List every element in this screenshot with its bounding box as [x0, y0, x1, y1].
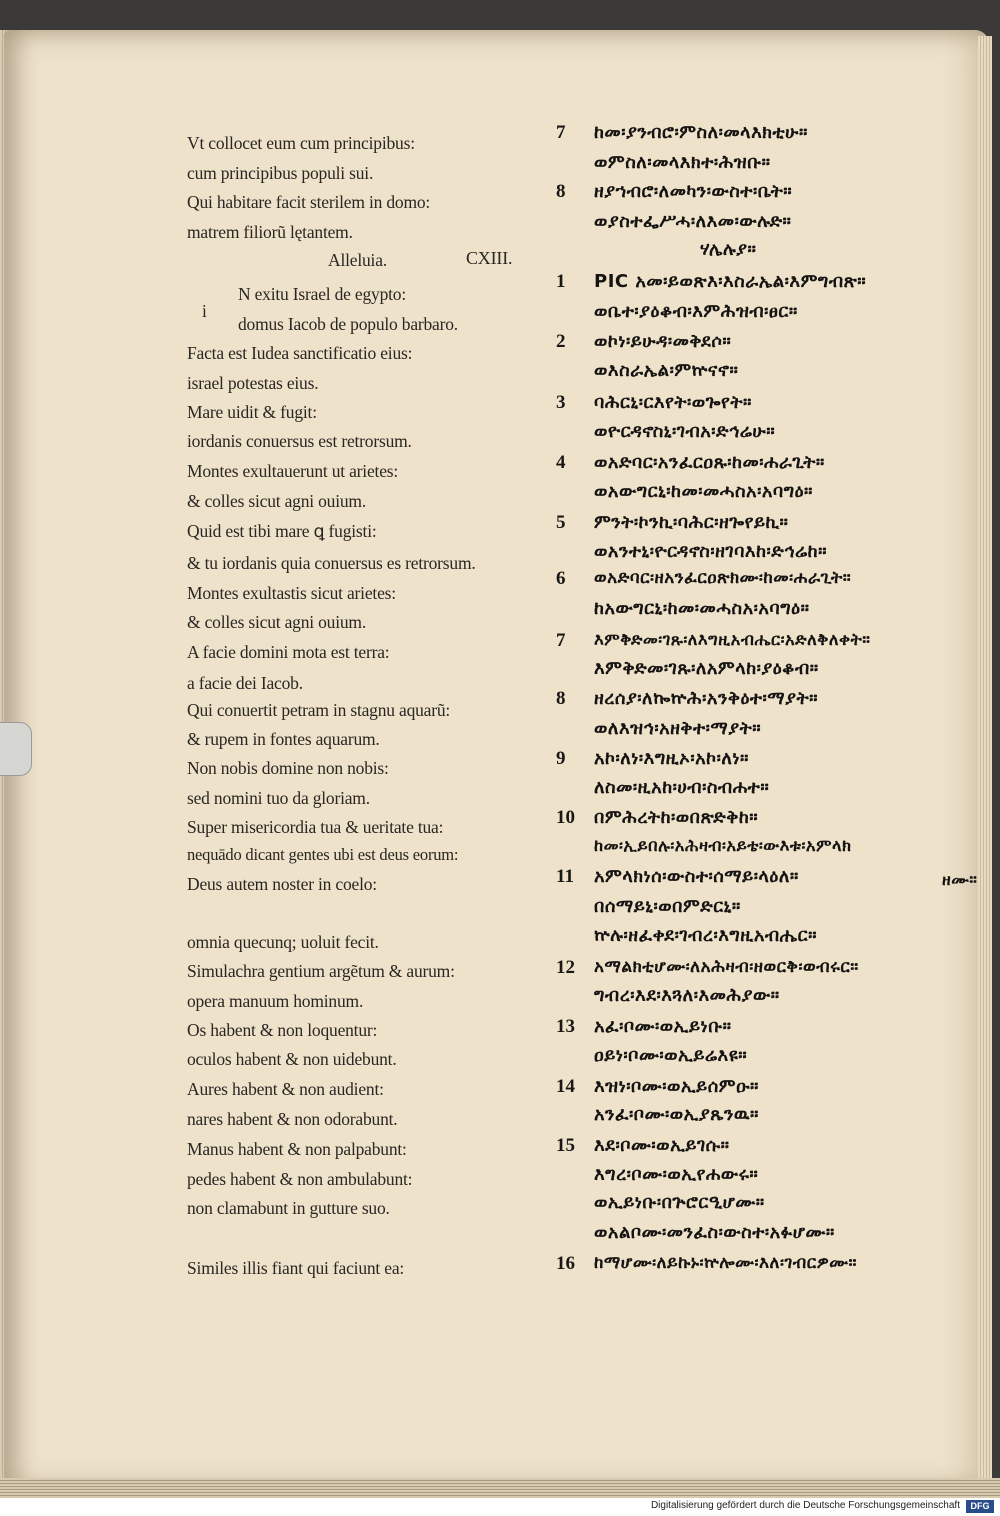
ethiopic-line: ወአልቦሙ፡መንፈስ፡ውስተ፡አፉሆሙ። — [594, 1222, 835, 1243]
latin-line: iordanis conuersus est retrorsum. — [187, 431, 412, 451]
ethiopic-line: በምሕረትከ፡ወበጽድቅከ። — [594, 807, 759, 828]
latin-line: Manus habent & non palpabunt: — [187, 1139, 407, 1159]
latin-line: nares habent & non odorabunt. — [187, 1109, 398, 1129]
ethiopic-line: ከመ፡ኢይበሉ፡አሕዛብ፡አይቴ፡ውእቱ፡አምላክ — [594, 836, 852, 855]
verse-number: 2 — [556, 331, 566, 352]
ethiopic-line: ወአንተኒ፡ዮርዳኖስ፡ዘገባእከ፡ድኅሬከ። — [594, 541, 828, 562]
latin-line: Super misericordia tua & ueritate tua: — [187, 817, 444, 837]
latin-line: N exitu Israel de egypto: — [238, 284, 407, 304]
page-stack-right — [978, 36, 992, 1490]
verse-number: 14 — [556, 1076, 575, 1097]
latin-line: & tu iordanis quia conuersus es retrorsum. — [187, 553, 476, 573]
ethiopic-line: ከመ፡ያንብሮ፡ምስለ፡መላእክቲሁ። — [594, 122, 808, 143]
latin-line: a facie dei Iacob. — [187, 673, 303, 693]
ethiopic-line: PIC አመ፡ይወጽእ፡እስራኤል፡እምግብጽ። — [594, 271, 867, 292]
ethiopic-line: ኵሉ፡ዘፈቀደ፡ገብረ፡እግዚአብሔር። — [594, 925, 818, 946]
ethiopic-line: ወቤተ፡ያዕቆብ፡እምሕዝብ፡ፀር። — [594, 301, 798, 322]
verse-number: 7 — [556, 630, 566, 651]
latin-line: israel potestas eius. — [187, 373, 319, 393]
verse-number: 6 — [556, 568, 566, 589]
ethiopic-line: እደ፡ቦሙ፡ወኢይገሱ። — [594, 1135, 730, 1156]
latin-line: Os habent & non loquentur: — [187, 1020, 378, 1040]
ethiopic-line: ከማሆሙ፡ለይኩኑ፡ኵሎሙ፡እለ፡ገብርዎሙ። — [594, 1253, 857, 1273]
footer-credit: Digitalisierung gefördert durch die Deutsche Forschungsgemeinschaft — [650, 1500, 960, 1511]
verse-number: 11 — [556, 866, 574, 887]
ethiopic-line: ዘያኀብሮ፡ለመካን፡ውስተ፡ቤት። — [594, 181, 793, 202]
ethiopic-line: ወአውግርኒ፡ከመ፡መሓስአ፡አባግዕ። — [594, 481, 813, 502]
psalm-number: CXIII. — [466, 248, 513, 268]
latin-line: & colles sicut agni ouium. — [187, 612, 367, 632]
page-stack-bottom — [0, 1478, 1000, 1498]
verse-number: 9 — [556, 748, 566, 769]
dfg-logo: DFG — [966, 1500, 994, 1513]
verse-number: 8 — [556, 181, 566, 202]
clasp — [0, 722, 32, 776]
ethiopic-line: ወምስለ፡መላእክተ፡ሕዝቡ። — [594, 152, 771, 173]
latin-line: oculos habent & non uidebunt. — [187, 1049, 397, 1069]
latin-line: Facta est Iudea sanctificatio eius: — [187, 343, 413, 363]
ethiopic-line: እምቅድመ፡ገጹ፡ለእግዚአብሔር፡አድለቅለቀት። — [594, 630, 871, 649]
ethiopic-line: አኮ፡ለነ፡እግዚኦ፡አኮ፡ለነ። — [594, 748, 749, 769]
initial-letter: i — [202, 301, 207, 321]
heading-alleluia: Alleluia. — [328, 250, 387, 270]
latin-line: Aures habent & non audient: — [187, 1079, 384, 1099]
ethiopic-line: እዝነ፡ቦሙ፡ወኢይሰምዑ። — [594, 1076, 759, 1097]
ethiopic-overflow: ዘሙ። — [942, 870, 978, 889]
latin-line: A facie domini mota est terra: — [187, 642, 390, 662]
ethiopic-line: በሰማይኒ፡ወበምድርኒ። — [594, 896, 741, 917]
latin-line: Similes illis fiant qui faciunt ea: — [187, 1258, 405, 1278]
ethiopic-line: አምላክነሰ፡ውስተ፡ሰማይ፡ላዕለ። — [594, 866, 799, 887]
verse-number: 5 — [556, 512, 566, 533]
ethiopic-line: ወያስተፌሥሓ፡ለእመ፡ውሉድ። — [594, 211, 792, 232]
ethiopic-line: እግረ፡ቦሙ፡ወኢየሐውሩ። — [594, 1164, 759, 1185]
latin-line: & rupem in fontes aquarum. — [187, 729, 380, 749]
verse-number: 12 — [556, 957, 575, 978]
latin-line: Quid est tibi mare ꝗ fugisti: — [187, 521, 377, 541]
ethiopic-line: ወአድባር፡አንፈርዐጹ፡ከመ፡ሐራጊት። — [594, 452, 825, 473]
ethiopic-line: ምንት፡ኮንኪ፡ባሕር፡ዘጐየይኪ። — [594, 512, 789, 533]
ethiopic-line: አማልክቲሆሙ፡ለአሕዛብ፡ዘወርቅ፡ወብሩር። — [594, 957, 859, 977]
ethiopic-line: ግብረ፡እደ፡እጓለ፡እመሕያው። — [594, 985, 780, 1006]
verse-number: 7 — [556, 122, 566, 143]
latin-line: Vt collocet eum cum principibus: — [187, 133, 415, 153]
latin-line: Montes exultastis sicut arietes: — [187, 583, 396, 603]
verse-number: 13 — [556, 1016, 575, 1037]
verse-number: 10 — [556, 807, 575, 828]
verse-number: 4 — [556, 452, 566, 473]
ethiopic-line: ባሕርኒ፡ርእየት፡ወጐየት። — [594, 392, 752, 413]
verse-number: 8 — [556, 688, 566, 709]
verse-number: 1 — [556, 271, 566, 292]
ethiopic-line: አንፈ፡ቦሙ፡ወኢያጼንዉ። — [594, 1104, 759, 1125]
ethiopic-line: ዘረሰያ፡ለኰኵሕ፡አንቅዕተ፡ማያት። — [594, 688, 819, 709]
latin-line: Simulachra gentium argẽtum & aurum: — [187, 961, 455, 981]
latin-line: Qui habitare facit sterilem in domo: — [187, 192, 431, 212]
latin-line: sed nomini tuo da gloriam. — [187, 788, 370, 808]
verse-number: 16 — [556, 1253, 575, 1274]
latin-line: Montes exultauerunt ut arietes: — [187, 461, 399, 481]
ethiopic-line: ወእስራኤል፡ምኵናኖ። — [594, 360, 739, 381]
verse-number: 15 — [556, 1135, 575, 1156]
latin-line: domus Iacob de populo barbaro. — [238, 314, 458, 334]
ethiopic-line: ለስመ፡ዚአከ፡ሀብ፡ስብሐተ። — [594, 777, 770, 798]
ethiopic-heading: ሃሌሉያ። — [700, 239, 757, 260]
latin-line: pedes habent & non ambulabunt: — [187, 1169, 413, 1189]
latin-line: opera manuum hominum. — [187, 991, 364, 1011]
latin-line: Non nobis domine non nobis: — [187, 758, 389, 778]
ethiopic-line: ወኢይነቡ፡በጕሮርዒሆሙ። — [594, 1192, 765, 1213]
latin-line: Deus autem noster in coelo: — [187, 874, 377, 894]
ethiopic-line: ወለእዝኅ፡አዘቅተ፡ማያት። — [594, 718, 762, 739]
ethiopic-line: ወኮነ፡ይሁዳ፡መቅደሶ። — [594, 331, 732, 352]
latin-line: non clamabunt in gutture suo. — [187, 1198, 390, 1218]
latin-line: & colles sicut agni ouium. — [187, 491, 367, 511]
latin-line: cum principibus populi sui. — [187, 163, 374, 183]
ethiopic-line: ዐይነ፡ቦሙ፡ወኢይሬእዩ። — [594, 1045, 748, 1066]
ethiopic-line: ከአውግርኒ፡ከመ፡መሓስአ፡አባግዕ። — [594, 598, 810, 619]
ethiopic-line: አፈ፡ቦሙ፡ወኢይነቡ። — [594, 1016, 732, 1037]
latin-line: matrem filiorũ lętantem. — [187, 222, 353, 242]
latin-line: Qui conuertit petram in stagnu aquarũ: — [187, 700, 451, 720]
latin-line: omnia quecunq; uoluit fecit. — [187, 932, 379, 952]
latin-line: nequādo dicant gentes ubi est deus eorum: — [187, 845, 459, 864]
ethiopic-line: ወዮርዳኖስኒ፡ገብአ፡ድኅሬሁ። — [594, 421, 776, 442]
verse-number: 3 — [556, 392, 566, 413]
ethiopic-line: እምቅድመ፡ገጹ፡ለአምላከ፡ያዕቆብ። — [594, 658, 819, 679]
ethiopic-line: ወአድባር፡ዘአንፈርዐጽክሙ፡ከመ፡ሐራጊት። — [594, 568, 852, 588]
latin-line: Mare uidit & fugit: — [187, 402, 317, 422]
